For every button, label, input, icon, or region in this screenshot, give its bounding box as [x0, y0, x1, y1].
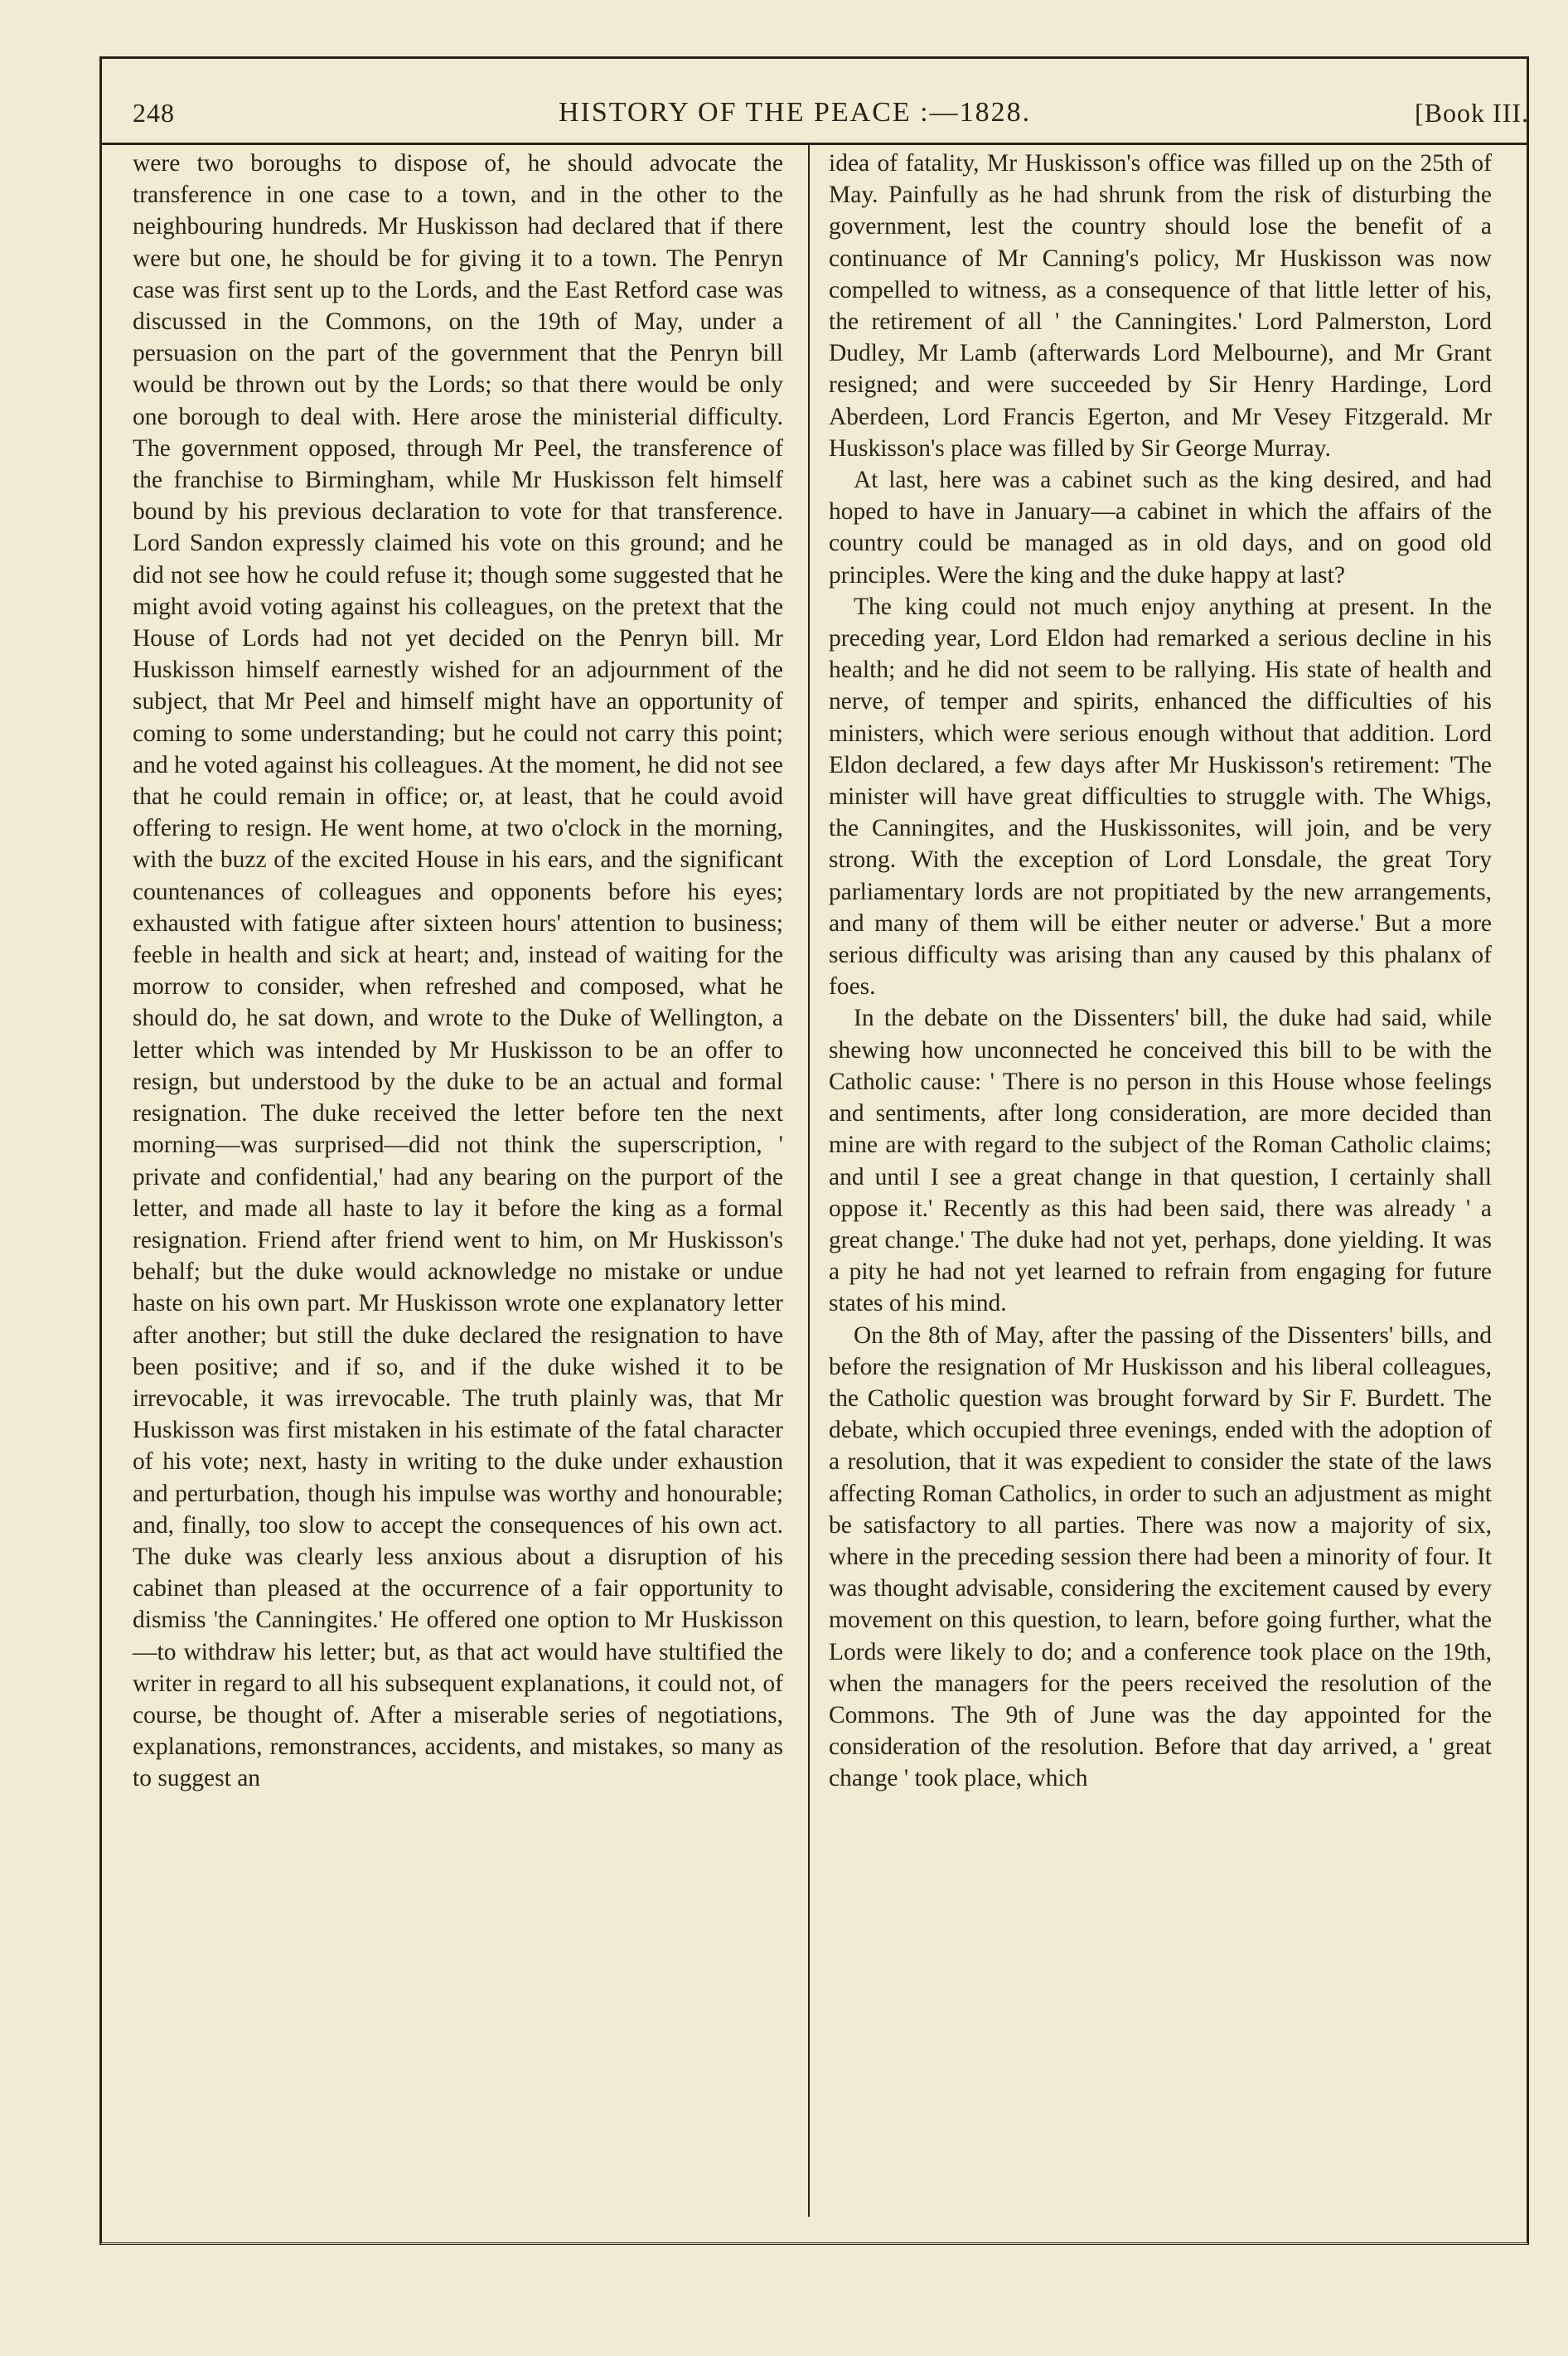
paragraph: were two boroughs to dispose of, he should advocate the transference in one case to a town, and in the other to the neighbouring hundreds. Mr Huskisson had declared that if there were but one, he should be for giving it to a town. The Penryn case was first sent up to the Lords, and the East Retford case was discussed in the Commons, on the 19th of May, under a persuasion on the part of the government that the Penryn bill would be thrown out by the Lords; so that there would be only one borough to deal with. Here arose the ministerial difficulty. The government opposed, through Mr Peel, the transference of the franchise to Birmingham, while Mr Huskisson felt himself bound by his previous declaration to vote for that transference. Lord Sandon expressly claimed his vote on this ground; and he did not see how he could refuse it; though some suggested that he might avoid voting against his colleagues, on the pretext that the House of Lords had not yet decided on the Penryn bill. Mr Huskisson himself earnestly wished for an adjournment of the subject, that Mr Peel and himself might have an opportunity of coming to some understanding; but he could not carry this point; and he voted against his colleagues. At the moment, he did not see that he could remain in office; or, at least, that he could avoid offering to resign. He went home, at two o'clock in the morning, with the buzz of the excited House in his ears, and the significant countenances of colleagues and opponents before his eyes; exhausted with fatigue after sixteen hours' attention to business; feeble in health and sick at heart; and, instead of waiting for the morrow to consider, when refreshed and composed, what he should do, he sat down, and wrote to the Duke of Wellington, a letter which was intended by Mr Huskisson to be an offer to resign, but understood by the duke to be an actual and formal resignation. The duke received the letter before ten the next morning—was surprised—did not think the superscription, ' private and confidential,' had any bearing on the purport of the letter, and made all haste to lay it before the king as a formal resignation. Friend after friend went to him, on Mr Huskisson's behalf; but the duke would acknowledge no mistake or undue haste on his own part. Mr Huskisson wrote one explanatory letter after another; but still the duke declared the resignation to have been positive; and if so, and if the duke wished it to be irrevocable, it was irrevocable. The truth plainly was, that Mr Huskisson was first mistaken in his estimate of the fatal character of his vote; next, hasty in writing to the duke under exhaustion and perturbation, though his impulse was worthy and honourable; and, finally, too slow to accept the consequences of his own act. The duke was clearly less anxious about a disruption of his cabinet than pleased at the occurrence of a fair opportunity to dismiss 'the Canningites.' He offered one option to Mr Huskisson—to withdraw his letter; but, as that act would have stultified the writer in regard to all his subsequent explanations, it could not, of course, be thought of. After a miserable series of negotiations, explanations, remonstrances, accidents, and mistakes, so many as to suggest an: [133, 150, 783, 1792]
book-label: [Book III.: [1415, 97, 1529, 128]
paragraph: On the 8th of May, after the passing of the Dissenters' bills, and before the resignation of Mr Huskisson and his liberal colleagues, the Catholic question was brought forward by Sir F. Burdett. The debate, which occupied three evenings, ended with the adoption of a resolution, that it was expedient to consider the state of the laws affecting Roman Catholics, in order to such an adjustment as might be satisfactory to all parties. There was now a majority of six, where in the preceding session there had been a minority of four. It was thought advisable, considering the excitement caused by every movement on this question, to learn, before going further, what the Lords were likely to do; and a conference took place on the 19th, when the managers for the peers received the resolution of the Commons. The 9th of June was the day appointed for the consideration of the resolution. Before that day arrived, a ' great change ' took place, which: [829, 1321, 1492, 1792]
paragraph: The king could not much enjoy anything at present. In the preceding year, Lord Eldon had remarked a serious decline in his health; and he did not seem to be rallying. His state of health and nerve, of temper and spirits, enhanced the difficulties of his ministers, which were serious enough without that addition. Lord Eldon declared, a few days after Mr Huskisson's retirement: 'The minister will have great difficulties to struggle with. The Whigs, the Canningites, and the Huskissonites, will join, and be very strong. With the exception of Lord Lonsdale, the great Tory parliamentary lords are not propitiated by the new arrangements, and many of them will be either neuter or adverse.' But a more serious difficulty was arising than any caused by this phalanx of foes.: [829, 593, 1492, 1001]
page-number: 248: [133, 97, 175, 128]
running-header: [133, 83, 1529, 143]
right-column: [829, 148, 1492, 1795]
running-title: HISTORY OF THE PEACE :—1828.: [558, 97, 1032, 128]
paragraph: In the debate on the Dissenters' bill, the duke had said, while shewing how unconnected he conceived this bill to be with the Catholic cause: ' There is no person in this House whose feelings and sentiments, after long consideration, are more decided than mine are with regard to the subject of the Roman Catholic claims; and until I see a great change in that question, I certainly shall oppose it.' Recently as this had been said, there was already ' a great change.' The duke had not yet, perhaps, done yielding. It was a pity he had not yet learned to refrain from engaging for future states of his mind.: [829, 1005, 1492, 1317]
header-rule: [99, 143, 1529, 145]
paragraph: idea of fatality, Mr Huskisson's office was filled up on the 25th of May. Painfully as he had shrunk from the risk of disturbing the government, lest the country should lose the benefit of a continuance of Mr Canning's policy, Mr Huskisson was now compelled to witness, as a consequence of that little letter of his, the retirement of all ' the Canningites.' Lord Palmerston, Lord Dudley, Mr Lamb (afterwards Lord Melbourne), and Mr Grant resigned; and were succeeded by Sir Henry Hardinge, Lord Aberdeen, Lord Francis Egerton, and Mr Vesey Fitzgerald. Mr Huskisson's place was filled by Sir George Murray.: [829, 150, 1492, 462]
paragraph: At last, here was a cabinet such as the king desired, and had hoped to have in January—a cabinet in which the affairs of the country could be managed as in old days, and on good old principles. Were the king and the duke happy at last?: [829, 467, 1492, 589]
column-divider: [808, 144, 810, 2217]
left-column: [133, 148, 783, 1795]
